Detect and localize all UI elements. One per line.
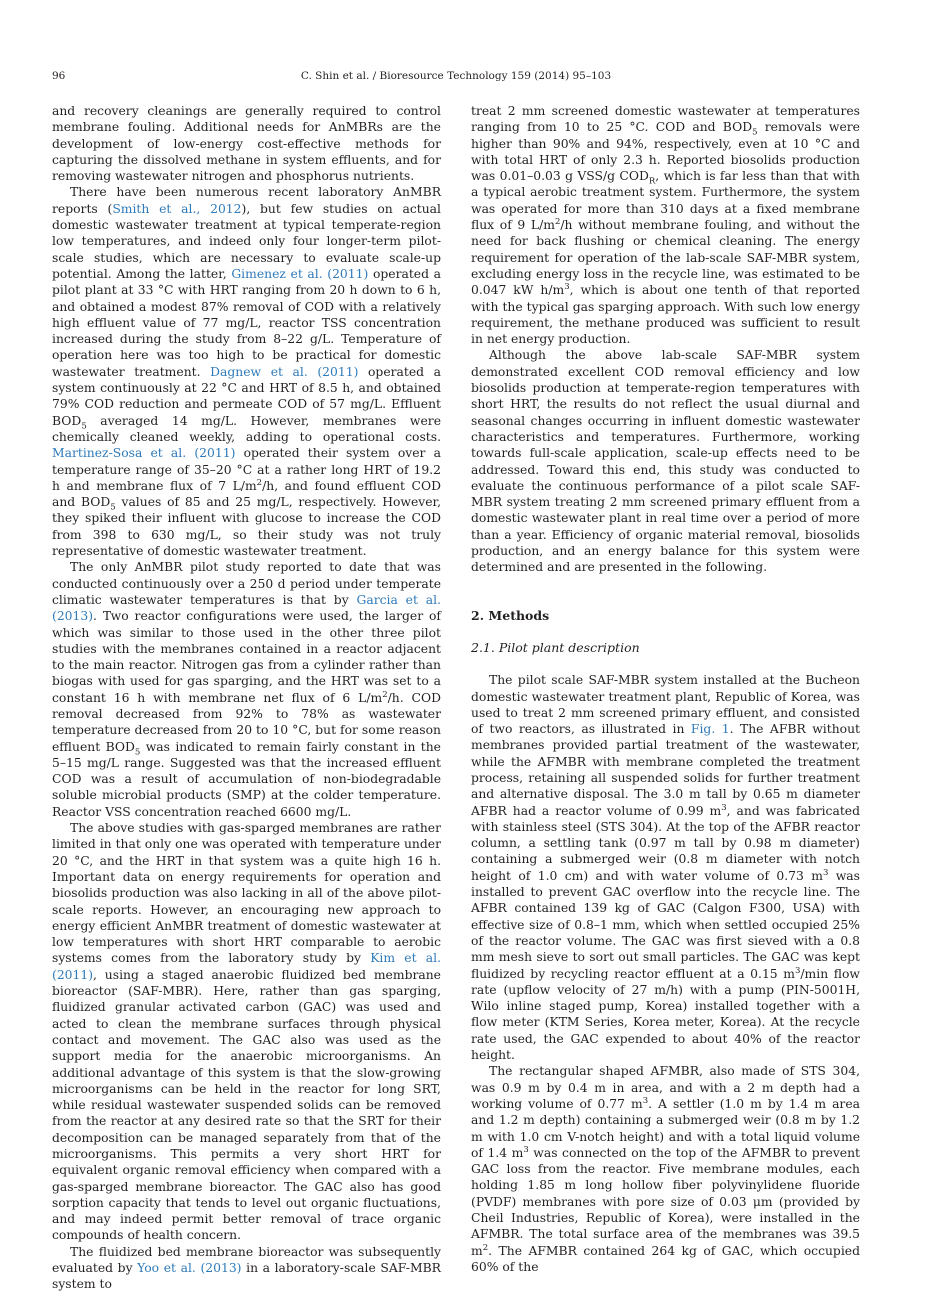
paragraph: There have been numerous recent laboratory AnMBR reports (Smith et al., 2012), but few studies on actual domestic wastewater treatment at typical temperate-region low temperatures, and indeed only four longer-term pilot-scale studies, which are necessary to evaluate scale-up potential. Among the latter, Gimenez et al. (2011) operated a pilot plant at 33 °C with HRT ranging from 20 h down to 6 h, and obtained a modest 87% removal of COD with a relatively high effluent value of 77 mg/L, reactor TSS concentration increased during the study from 8–22 g/L. Temperature of operation here was too high to be practical for domestic wastewater treatment. Dagnew et al. (2011) operated a system continuously at 22 °C and HRT of 8.5 h, and obtained 79% COD reduction and permeate COD of 57 mg/L. Effluent $BOD_5$ averaged 14 mg/L. However, membranes were chemically cleaned weekly, adding to operational costs. Martinez-Sosa et al. (2011) operated their system over a temperature range of 35–20 °C at a rather long HRT of 19.2 h and membrane flux of 7 $L/m^2/h$, and found effluent COD and $BOD_5$ values of 85 and 25 mg/L, respectively. However, they spiked their influent with glucose to increase the COD from 398 to 630 mg/L, so their study was not truly representative of domestic wastewater treatment. [52,185,442,559]
running-head: C. Shin et al. / Bioresource Technology 159 (2014) 95–103 [300,70,612,82]
citation-link[interactable]: Dagnew et al. (2011) [210,364,359,379]
right-column [471,103,860,1275]
citation-link[interactable]: Garcia et al. (2013) [52,592,441,624]
citation-link[interactable]: Kim et al. (2011) [52,951,442,982]
subsection-heading: 2.1. Pilot plant description [471,639,640,655]
left-column [52,103,441,1293]
citation-link[interactable]: Martinez-Sosa et al. (2011) [52,446,236,461]
paragraph: The fluidized bed membrane bioreactor was subsequently evaluated by Yoo et al. (2013) in a laboratory-scale SAF-MBR system to [52,1244,441,1292]
figure-link[interactable]: Fig. 1 [690,722,730,737]
paragraph: The rectangular shaped AFMBR, also made of STS 304, was 0.9 m by 0.4 m in area, and with a 2 m depth had a working volume of 0.77 $m^3$. A settler (1.0 m by 1.4 m area and 1.2 m depth) containing a submerged weir (0.8 m by 1.2 m with 1.0 cm V-notch height) and with a total liquid volume of 1.4 $m^3$ was connected on the top of the AFMBR to prevent GAC loss from the reactor. Five membrane modules, each holding 1.85 m long hollow fiber polyvinylidene fluoride (PVDF) membranes with pore size of 0.03 μm (provided by Cheil Industries, Republic of Korea), were installed in the AFMBR. The total surface area of the membranes was 39.5 $m^2$. The AFMBR contained 264 kg of GAC, which occupied 60% of the [471,1064,861,1274]
spacer [471,656,860,672]
page-number: 96 [52,70,66,82]
paragraph: The above studies with gas-sparged membranes are rather limited in that only one was operated with temperature under 20 °C, and the HRT in that system was a quite high 16 h. Important data on energy requirements for operation and biosolids production was also lacking in all of the above pilot-scale reports. However, an encouraging new approach to energy efficient AnMBR treatment of domestic wastewater at low temperatures with short HRT comparable to aerobic systems comes from the laboratory study by Kim et al. (2011), using a staged anaerobic fluidized bed membrane bioreactor (SAF-MBR). Here, rather than gas sparging, fluidized granular activated carbon (GAC) was used and acted to clean the membrane surfaces through physical contact and movement. The GAC also was used as the support media for the anaerobic microorganisms. An additional advantage of this system is that the slow-growing microorganisms can be held in the reactor for long SRT, while residual wastewater suspended solids can be removed from the reactor at any desired rate so that the SRT for their decomposition can be managed separately from that of the microorganisms. This permits a very short HRT for equivalent organic removal efficiency when compared with a gas-sparged membrane bioreactor. The GAC also has good sorption capacity that tends to level out organic fluctuations, and may indeed permit better removal of trace organic compounds of health concern. [52,821,442,1243]
page-header [52,70,860,86]
section-heading: 2. Methods [471,607,550,623]
paragraph: The only AnMBR pilot study reported to date that was conducted continuously over a 250 d period under temperate climatic wastewater temperatures is that by Garcia et al. (2013). Two reactor configurations were used, the larger of which was similar to those used in the other three pilot studies with the membranes contained in a reactor adjacent to the main reactor. Nitrogen gas from a cylinder rather than biogas with used for gas sparging, and the HRT was set to a constant 16 h with membrane net flux of 6 $L/m^2/h$. COD removal decreased from 92% to 78% as wastewater temperature decreased from 20 to 10 °C, but for some reason effluent $BOD_5$ was indicated to remain fairly constant in the 5–15 mg/L range. Suggested was that the increased effluent COD was a result of accumulation of non-biodegradable soluble microbial products (SMP) at the colder temperature. Reactor VSS concentration reached 6600 mg/L. [52,560,441,819]
citation-link[interactable]: Yoo et al. (2013) [137,1261,242,1276]
paragraph: The pilot scale SAF-MBR system installed at the Bucheon domestic wastewater treatment plant, Republic of Korea, was used to treat 2 mm screened primary effluent, and consisted of two reactors, as illustrated in Fig. 1. The AFBR without membranes provided partial treatment of the wastewater, while the AFMBR with membrane completed the treatment process, retaining all suspended solids for further treatment and alternative disposal. The 3.0 m tall by 0.65 m diameter AFBR had a reactor volume of 0.99 $m^3$, and was fabricated with stainless steel (STS 304). At the top of the AFBR reactor column, a settling tank (0.97 m tall by 0.98 m diameter) containing a submerged weir (0.8 m diameter with notch height of 1.0 cm) and with water volume of 0.73 $m^3$ was installed to prevent GAC overflow into the recycle line. The AFBR contained 139 kg of GAC (Calgon F300, USA) with effective size of 0.8–1 mm, which when settled occupied 25% of the reactor volume. The GAC was first sieved with a 0.8 mm mesh sieve to sort out small particles. The GAC was kept fluidized by recycling reactor effluent at a 0.15 $m^3/\min$ flow rate (upflow velocity of 27 m/h) with a pump (PIN-5001H, Wilo inline staged pump, Korea) installed together with a flow meter (KTM Series, Korea meter, Korea). At the recycle rate used, the GAC expended to about 40% of the reactor height. [471,673,861,1063]
citation-link[interactable]: Smith et al., 2012 [112,201,242,216]
citation-link[interactable]: Gimenez et al. (2011) [231,266,369,281]
paragraph: and recovery cleanings are generally required to control membrane fouling. Additional needs for AnMBRs are the development of low-energy cost-effective methods for capturing the dissolved methane in system effluents, and for removing wastewater nitrogen and phosphorus nutrients. [52,104,441,184]
paragraph: treat 2 mm screened domestic wastewater at temperatures ranging from 10 to 25 °C. COD and $BOD_5$ removals were higher than 90% and 94%, respectively, even at 10 °C and with total HRT of only 2.3 h. Reported biosolids production was 0.01–0.03 g VSS/g $COD_R$, which is far less than that with a typical aerobic treatment system. Furthermore, the system was operated for more than 310 days at a fixed membrane flux of 9 $L/m^2/h$ without membrane fouling, and without the need for back flushing or chemical cleaning. The energy requirement for operation of the lab-scale SAF-MBR system, excluding energy loss in the recycle line, was estimated to be 0.047 kW $h/m^3$, which is about one tenth of that reported with the typical gas sparging approach. With such low energy requirement, the methane produced was sufficient to result in net energy production. [471,104,860,347]
paragraph: Although the above lab-scale SAF-MBR system demonstrated excellent COD removal efficiency and low biosolids production at temperate-region temperatures with short HRT, the results do not reflect the usual diurnal and seasonal changes occurring in influent domestic wastewater characteristics and temperatures. Furthermore, working towards full-scale application, scale-up effects need to be addressed. Toward this end, this study was conducted to evaluate the continuous performance of a pilot scale SAF-MBR system treating 2 mm screened primary effluent from a domestic wastewater plant in real time over a period of more than a year. Efficiency of organic material removal, biosolids production, and an energy balance for this system were determined and are presented in the following. [471,348,860,575]
